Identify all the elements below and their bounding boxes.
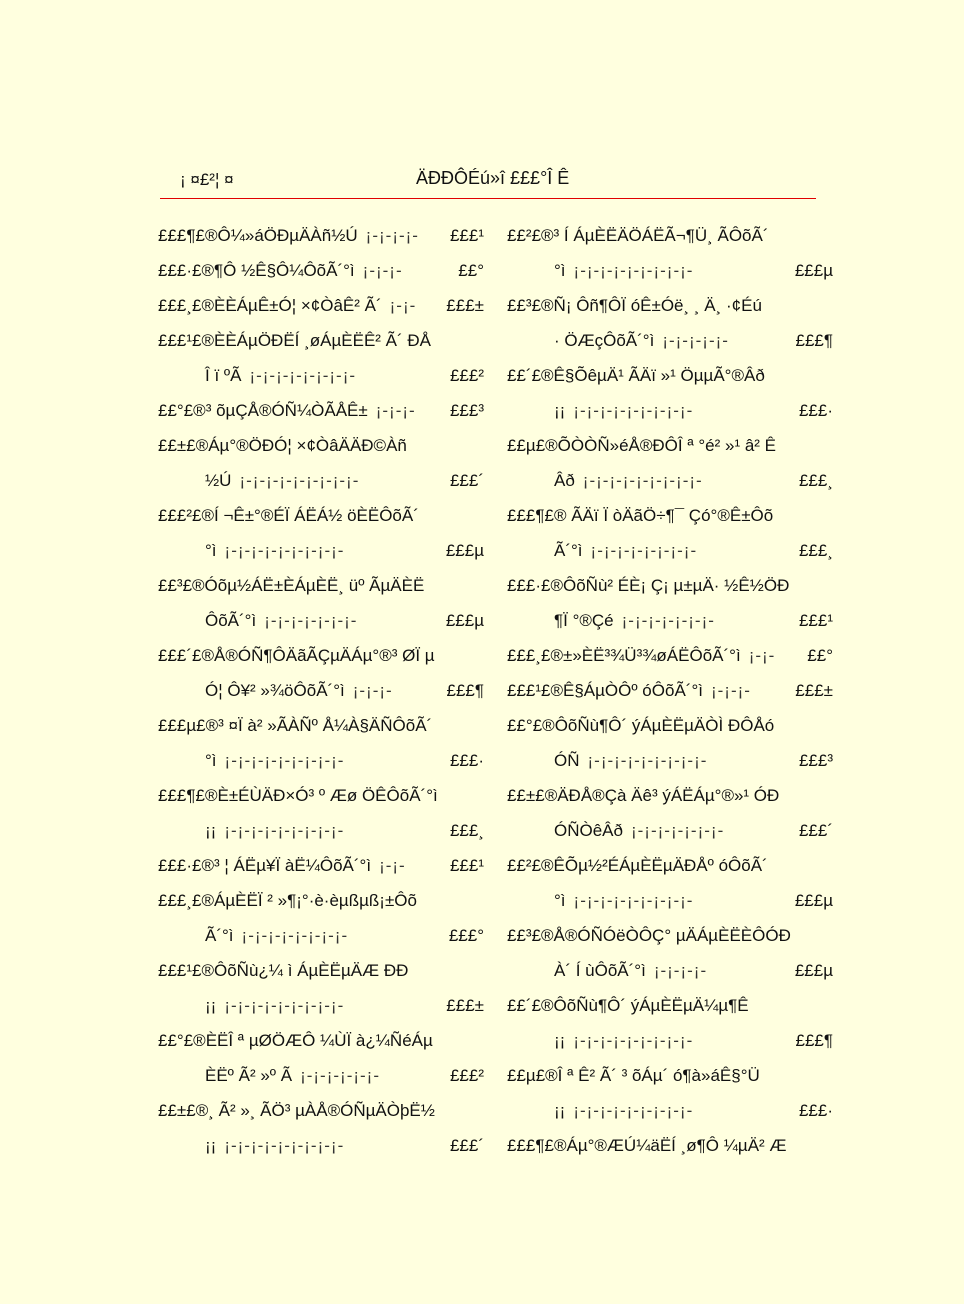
toc-page-number: ££°: [807, 646, 833, 665]
toc-leader-dots: ¡-¡-¡-¡-¡-¡-¡-¡-: [590, 541, 698, 560]
toc-entry-title: ££µ£®Î ª Ê² Ã´ ³ õÁµ´ ó¶à»áÊ§°Ü: [507, 1066, 760, 1085]
toc-leader-dots: ¡-¡-: [389, 296, 417, 315]
toc-page-number: £££³: [798, 751, 833, 770]
toc-entry-title: ££±£®ÄÐÅ®Çà Äê³ ýÁËÁµ°®»¹ ÓÐ: [507, 786, 780, 805]
toc-entry-title: ¡¡: [554, 1101, 566, 1120]
toc-leader-dots: ¡-¡-¡-: [710, 681, 751, 700]
toc-entry-title: £££´£®Å®ÓÑ¶ÔÄãÃÇµÄÁµ°®³ ØÏ µ: [158, 646, 435, 665]
toc-entry-title: ££±£®Áµ°®ÖÐÓ¦ ×¢ÒâÄÄÐ©Àñ: [158, 436, 407, 455]
toc-entry-title: £££µ£®³ ¤Ï à² »ÃÀÑº Å¼À§ÄÑÔõÃ´: [158, 716, 433, 735]
toc-leader-dots: ¡-¡-¡-¡-¡-¡-¡-¡-: [249, 366, 357, 385]
toc-leader-dots: ¡-¡-: [748, 646, 776, 665]
toc-entry-title: Î ï ºÃ: [205, 366, 242, 385]
toc-entry-title: ÓÑÒêÂð: [554, 821, 623, 840]
toc-entry-title: ¡¡: [205, 821, 217, 840]
toc-entry-title: ££³£®Ñ¡ Ôñ¶ÔÏ óÊ±Óë¸ ¸ Ä¸ ·¢Éú: [507, 296, 762, 315]
toc-leader-dots: ¡-¡-¡-¡-¡-¡-¡-¡-¡-: [582, 471, 703, 490]
toc-entry[interactable]: [158, 747, 484, 782]
toc-page-number: ££°: [458, 261, 484, 280]
toc-entry[interactable]: [507, 922, 833, 957]
toc-entry-title: £££²£®Í ¬Ê±°®ÉÏ ÁËÁ½ öÈËÔõÃ´: [158, 506, 419, 525]
toc-leader-dots: ¡-¡-¡-¡-¡-: [662, 331, 729, 350]
header-rule: [160, 198, 816, 199]
toc-leader-dots: ¡-¡-¡-¡-¡-¡-¡-¡-¡-: [224, 996, 345, 1015]
toc-entry[interactable]: [158, 677, 484, 712]
toc-entry-title: ££°£®ÔõÑù¶Ô´ ýÁµÈËµÄÒÌ ÐÔÅó: [507, 716, 775, 735]
toc-entry-title: ¡¡: [554, 401, 566, 420]
toc-page-number: £££±: [795, 681, 833, 700]
toc-entry[interactable]: [507, 292, 833, 327]
toc-entry-title: ££´£®ÔõÑù¶Ô´ ýÁµÈËµÄ¼µ¶Ê: [507, 996, 749, 1015]
toc-leader-dots: ¡-¡-¡-¡-¡-¡-¡-¡-¡-: [224, 751, 345, 770]
toc-page-number: £££·: [798, 1101, 833, 1120]
toc-entry-title: ££³£®Å®ÓÑÓëÒÔÇ° µÄÁµÈËÈÔÓÐ: [507, 926, 791, 945]
toc-entry-title: ¡¡: [205, 1136, 217, 1155]
toc-leader-dots: ¡-¡-¡-¡-: [365, 226, 419, 245]
toc-page-number: £££¹: [449, 226, 484, 245]
toc-page-number: £££µ: [794, 261, 833, 280]
toc-leader-dots: ¡-¡-¡-¡-¡-¡-¡-: [621, 611, 715, 630]
toc-entry-title: ££²£®ÊÕµ½²ÉÁµÈËµÄÐÅº óÔõÃ´: [507, 856, 768, 875]
toc-leader-dots: ¡-¡-¡-¡-¡-¡-¡-¡-¡-: [224, 1136, 345, 1155]
toc-page-number: £££´: [449, 471, 484, 490]
toc-entry-title: Âð: [554, 471, 575, 490]
toc-page-number: £££·: [449, 751, 484, 770]
toc-entry[interactable]: [507, 817, 833, 852]
toc-entry-title: ££²£®³ Í ÁµÈËÄÖÁËÃ¬¶Ü¸ ÃÔõÃ´: [507, 226, 769, 245]
toc-leader-dots: ¡-¡-¡-¡-¡-¡-¡-: [264, 611, 358, 630]
toc-leader-dots: ¡-¡-¡-¡-¡-¡-¡-¡-¡-: [573, 261, 694, 280]
toc-entry[interactable]: [158, 292, 484, 327]
toc-right-column: [507, 222, 833, 1167]
toc-leader-dots: ¡-¡-¡-: [375, 401, 416, 420]
toc-leader-dots: ¡-¡-¡-¡-¡-¡-: [300, 1066, 380, 1085]
toc-entry-title: °ì: [205, 751, 217, 770]
toc-entry-title: £££¶£®È±ÉÙÄÐ×Ó³ º Æø ÖÊÔõÃ´°ì: [158, 786, 438, 805]
toc-entry[interactable]: [507, 327, 833, 362]
toc-leader-dots: ¡-¡-¡-¡-¡-¡-¡-¡-¡-: [573, 891, 694, 910]
toc-entry[interactable]: [507, 782, 833, 817]
toc-entry[interactable]: [158, 957, 484, 992]
toc-entry-title: £££·£®³ ¦ ÁËµ¥Ï àË¼ÔõÃ´°ì: [158, 856, 372, 875]
toc-entry-title: ÈËº Ã² »º Ã: [205, 1066, 293, 1085]
toc-entry[interactable]: [507, 1027, 833, 1062]
toc-entry-title: Ã´°ì: [554, 541, 583, 560]
toc-entry-title: ÓÑ: [554, 751, 580, 770]
toc-entry[interactable]: [507, 362, 833, 397]
toc-entry[interactable]: [507, 397, 833, 432]
toc-entry-title: ½Ú: [205, 471, 232, 490]
toc-entry-title: £££¹£®ÔõÑù¿¼ ì ÁµÈËµÄÆ ÐÐ: [158, 961, 409, 980]
toc-page-number: £££±: [446, 296, 484, 315]
toc-entry-title: ££°£®³ õµÇÅ®ÓÑ¼ÒÃÅÊ±: [158, 401, 368, 420]
toc-leader-dots: ¡-¡-¡-: [362, 261, 403, 280]
toc-entry[interactable]: [158, 607, 484, 642]
toc-page-number: £££µ: [445, 541, 484, 560]
toc-entry[interactable]: [158, 712, 484, 747]
toc-page-number: £££µ: [794, 891, 833, 910]
toc-entry[interactable]: [507, 1062, 833, 1097]
toc-entry[interactable]: [158, 1062, 484, 1097]
toc-entry[interactable]: [158, 817, 484, 852]
toc-page-number: £££¸: [798, 541, 833, 560]
toc-entry[interactable]: [507, 222, 833, 257]
toc-entry[interactable]: [158, 502, 484, 537]
toc-entry[interactable]: [158, 432, 484, 467]
toc-leader-dots: ¡-¡-¡-¡-¡-¡-¡-¡-¡-: [573, 1101, 694, 1120]
toc-entry-title: ££°£®ÈËÎ ª µØÖÆÔ ¼ÙÏ à¿¼ÑéÁµ: [158, 1031, 433, 1050]
toc-entry-title: £££¹£®ÈÈÁµÖÐËÍ ¸øÁµÈËÊ² Ã´ ÐÅ: [158, 331, 432, 350]
header-title: ÄÐÐÔÉú»î £££°Î Ê: [416, 168, 570, 188]
toc-leader-dots: ¡-¡-: [379, 856, 406, 875]
toc-entry-title: ¡¡: [554, 1031, 566, 1050]
toc-entry-title: °ì: [205, 541, 217, 560]
toc-entry[interactable]: [507, 712, 833, 747]
toc-leader-dots: ¡-¡-¡-¡-¡-¡-¡-¡-¡-: [224, 541, 345, 560]
toc-entry[interactable]: [507, 1132, 833, 1167]
toc-entry[interactable]: [158, 1132, 484, 1167]
toc-page-number: £££¸: [798, 471, 833, 490]
toc-entry-title: ££±£®¸ Ã² »¸ ÃÖ³ µÀÅ®ÓÑµÄÒþË½: [158, 1101, 435, 1120]
toc-entry-title: Ó¦ Ô¥² »¾öÔõÃ´°ì: [205, 681, 345, 700]
toc-leader-dots: ¡-¡-¡-¡-¡-¡-¡-¡-¡-: [573, 1031, 694, 1050]
toc-entry[interactable]: [158, 257, 484, 292]
toc-page-number: £££´: [798, 821, 833, 840]
toc-entry-title: À´ Í ùÔõÃ´°ì: [554, 961, 646, 980]
toc-entry[interactable]: [507, 887, 833, 922]
toc-entry[interactable]: [158, 467, 484, 502]
toc-entry[interactable]: [507, 537, 833, 572]
toc-entry-title: £££¹£®Ê§ÁµÒÔº óÔõÃ´°ì: [507, 681, 703, 700]
toc-entry-title: £££¸£®ÁµÈËÏ ² »¶¡°·è·èµßµß¡±Ôõ: [158, 891, 417, 910]
toc-page-number: £££·: [798, 401, 833, 420]
toc-page-number: £££¶: [795, 331, 833, 350]
toc-leader-dots: ¡-¡-¡-¡-¡-¡-¡-¡-¡-: [224, 821, 345, 840]
toc-page-number: £££¶: [795, 1031, 833, 1050]
toc-entry-title: ¡¡: [205, 996, 217, 1015]
toc-entry-title: £££¶£® ÃÄï Ï òÄãÖ÷¶¯ Çó°®Ê±Ôõ: [507, 506, 774, 525]
toc-entry[interactable]: [158, 1097, 484, 1132]
toc-entry[interactable]: [158, 537, 484, 572]
toc-entry[interactable]: [158, 887, 484, 922]
toc-leader-dots: ¡-¡-¡-¡-: [653, 961, 708, 980]
toc-entry[interactable]: [158, 222, 484, 257]
toc-page-number: £££´: [449, 1136, 484, 1155]
toc-leader-dots: ¡-¡-¡-¡-¡-¡-¡-¡-: [241, 926, 349, 945]
toc-entry-title: · ÖÆçÔõÃ´°ì: [554, 331, 655, 350]
toc-entry-title: ££µ£®ÕÒÒÑ»éÅ®ÐÔÎ ª °é² »¹ â² Ê: [507, 436, 777, 455]
toc-page-number: £££±: [446, 996, 484, 1015]
toc-entry[interactable]: [507, 257, 833, 292]
toc-page-number: £££¹: [798, 611, 833, 630]
toc-entry[interactable]: [507, 432, 833, 467]
toc-leader-dots: ¡-¡-¡-¡-¡-¡-¡-: [630, 821, 725, 840]
toc-entry-title: Ã´°ì: [205, 926, 234, 945]
toc-entry[interactable]: [158, 642, 484, 677]
toc-entry-title: ÔõÃ´°ì: [205, 611, 257, 630]
toc-entry[interactable]: [507, 992, 833, 1027]
toc-entry[interactable]: [507, 467, 833, 502]
toc-left-column: [158, 222, 484, 1167]
toc-entry[interactable]: [158, 572, 484, 607]
toc-entry-title: £££·£®¶Ô ½Ê§Ô¼ÔõÃ´°ì: [158, 261, 355, 280]
toc-entry-title: ££´£®Ê§ÕêµÄ¹ ÃÄï »¹ ÖµµÃ°®Âð: [507, 366, 765, 385]
toc-entry[interactable]: [507, 607, 833, 642]
page-header: [160, 166, 816, 196]
toc-entry[interactable]: [507, 747, 833, 782]
toc-page-number: £££µ: [445, 611, 484, 630]
toc-page-number: £££¶: [446, 681, 484, 700]
toc-entry[interactable]: [507, 1097, 833, 1132]
toc-page-number: £££²: [449, 366, 484, 385]
toc-entry[interactable]: [507, 572, 833, 607]
toc-entry[interactable]: [158, 782, 484, 817]
toc-entry-title: £££·£®ÔõÑù² ÉÈ¡ Ç¡ µ±µÄ· ½Ê½ÖÐ: [507, 576, 790, 595]
toc-entry[interactable]: [507, 642, 833, 677]
toc-entry[interactable]: [158, 1027, 484, 1062]
toc-entry[interactable]: [507, 502, 833, 537]
toc-entry-title: ¶Ï °®Çé: [554, 611, 614, 630]
toc-entry-title: £££¸£®±»ÈË³¾Ü³¾øÁËÔõÃ´°ì: [507, 646, 741, 665]
toc-entry-title: £££¶£®Áµ°®ÆÚ¼äËÍ ¸ø¶Ô ¼µÄ² Æ: [507, 1136, 787, 1155]
toc-entry-title: £££¸£®ÈÈÁµÊ±Ó¦ ×¢ÒâÊ² Ã´: [158, 296, 382, 315]
toc-leader-dots: ¡-¡-¡-¡-¡-¡-¡-¡-¡-: [573, 401, 694, 420]
toc-leader-dots: ¡-¡-¡-: [352, 681, 393, 700]
toc-page-number: £££³: [449, 401, 484, 420]
toc-entry[interactable]: [507, 852, 833, 887]
toc-entry[interactable]: [158, 852, 484, 887]
toc-page-number: £££¹: [449, 856, 484, 875]
toc-leader-dots: ¡-¡-¡-¡-¡-¡-¡-¡-¡-: [587, 751, 708, 770]
toc-entry[interactable]: [158, 362, 484, 397]
toc-entry[interactable]: [158, 992, 484, 1027]
toc-entry-title: ££³£®Óõµ½ÁË±ÈÁµÈË¸ üº ÃµÄÈË: [158, 576, 425, 595]
toc-entry[interactable]: [507, 677, 833, 712]
toc-entry[interactable]: [158, 922, 484, 957]
toc-entry[interactable]: [158, 397, 484, 432]
toc-entry[interactable]: [507, 957, 833, 992]
toc-page-number: £££¸: [449, 821, 484, 840]
toc-leader-dots: ¡-¡-¡-¡-¡-¡-¡-¡-¡-: [239, 471, 360, 490]
toc-entry-title: °ì: [554, 891, 566, 910]
toc-entry-title: °ì: [554, 261, 566, 280]
toc-page-number: £££µ: [794, 961, 833, 980]
toc-page-number: £££°: [448, 926, 484, 945]
toc-entry[interactable]: [158, 327, 484, 362]
header-section-label: ¡ ¤£²¦ ¤: [180, 170, 234, 189]
toc-page-number: £££²: [449, 1066, 484, 1085]
toc-entry-title: £££¶£®Ô¼»áÖÐµÄÀñ½Ú: [158, 226, 358, 245]
